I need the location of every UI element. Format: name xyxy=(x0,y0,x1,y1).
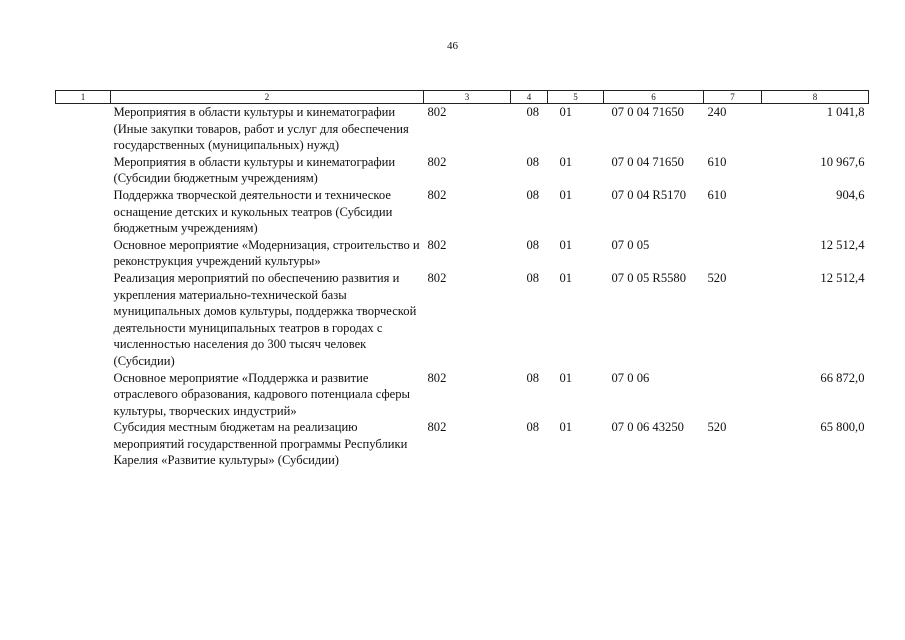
item-name: Субсидия местным бюджетам на реализацию мероприятий государственной программы Республики Карелия «Развитие культуры» (Субсидии) xyxy=(113,420,408,468)
amount: 12 512,4 xyxy=(820,237,865,252)
table-row xyxy=(56,154,869,187)
amount: 12 512,4 xyxy=(820,270,865,285)
col-header-2: 2 xyxy=(111,91,424,104)
amount: 904,6 xyxy=(836,187,865,202)
ministry-code: 802 xyxy=(427,105,447,119)
expense-type: 610 xyxy=(707,154,727,169)
col-header-8: 8 xyxy=(762,91,869,104)
amount: 1 041,8 xyxy=(826,105,865,119)
row-index-cell xyxy=(56,104,111,154)
row-index-cell xyxy=(56,370,111,420)
expense-type xyxy=(704,370,762,420)
target-article: 07 0 04 R5170 xyxy=(611,187,687,202)
item-name: Поддержка творческой деятельности и техническое оснащение детских и кукольных театров (Субсидии бюджетным учреждениям) xyxy=(113,187,393,236)
table-row xyxy=(56,187,869,237)
subsection-code: 01 xyxy=(559,420,573,435)
page-number: 46 xyxy=(447,40,458,52)
budget-table xyxy=(55,90,869,469)
col-header-5: 5 xyxy=(548,91,604,104)
amount: 65 800,0 xyxy=(820,420,865,435)
ministry-code: 802 xyxy=(427,370,447,385)
item-name: Реализация мероприятий по обеспечению развития и укрепления материально-технической базы муниципальных домов культуры, поддержка творческой деятельности муниципальных театров в городах с численностью населения до 300 тысяч человек (Субсидии) xyxy=(113,270,417,368)
expense-type: 520 xyxy=(707,270,727,285)
expense-type: 240 xyxy=(707,105,727,119)
section-code: 08 xyxy=(526,370,540,385)
ministry-code: 802 xyxy=(427,237,447,252)
row-index-cell xyxy=(56,237,111,270)
section-code: 08 xyxy=(526,237,540,252)
item-name: Мероприятия в области культуры и кинематографии (Субсидии бюджетным учреждениям) xyxy=(113,154,396,186)
table-row xyxy=(56,237,869,270)
col-header-4: 4 xyxy=(511,91,548,104)
table-row xyxy=(56,270,869,370)
subsection-code: 01 xyxy=(559,370,573,385)
expense-type: 520 xyxy=(707,420,727,435)
subsection-code: 01 xyxy=(559,270,573,285)
target-article: 07 0 04 71650 xyxy=(611,154,684,169)
expense-type xyxy=(704,237,762,270)
col-header-1: 1 xyxy=(56,91,111,104)
col-header-6: 6 xyxy=(604,91,704,104)
col-header-3: 3 xyxy=(424,91,511,104)
amount: 66 872,0 xyxy=(820,370,865,385)
row-index-cell xyxy=(56,419,111,469)
target-article: 07 0 06 xyxy=(611,370,650,385)
section-code: 08 xyxy=(526,270,540,285)
ministry-code: 802 xyxy=(427,154,447,169)
row-index-cell xyxy=(56,187,111,237)
table-row xyxy=(56,104,869,154)
col-header-7: 7 xyxy=(704,91,762,104)
section-code: 08 xyxy=(526,105,540,119)
subsection-code: 01 xyxy=(559,187,573,202)
expense-type: 610 xyxy=(707,187,727,202)
item-name: Основное мероприятие «Поддержка и развитие отраслевого образования, кадрового потенциала сферы культуры, творческих индустрий» xyxy=(113,370,410,418)
subsection-code: 01 xyxy=(559,154,573,169)
ministry-code: 802 xyxy=(427,420,447,435)
row-index-cell xyxy=(56,154,111,187)
target-article: 07 0 06 43250 xyxy=(611,420,684,435)
ministry-code: 802 xyxy=(427,270,447,285)
subsection-code: 01 xyxy=(559,105,573,119)
ministry-code: 802 xyxy=(427,187,447,202)
section-code: 08 xyxy=(526,420,540,435)
table-row xyxy=(56,370,869,420)
item-name: Мероприятия в области культуры и кинематографии (Иные закупки товаров, работ и услуг для обеспечения государственных (муниципальных) нужд) xyxy=(113,105,409,153)
subsection-code: 01 xyxy=(559,237,573,252)
target-article: 07 0 05 R5580 xyxy=(611,270,687,285)
section-code: 08 xyxy=(526,154,540,169)
target-article: 07 0 05 xyxy=(611,237,650,252)
row-index-cell xyxy=(56,270,111,370)
amount: 10 967,6 xyxy=(820,154,865,169)
target-article: 07 0 04 71650 xyxy=(611,105,684,119)
section-code: 08 xyxy=(526,187,540,202)
column-number-row xyxy=(56,91,869,104)
item-name: Основное мероприятие «Модернизация, строительство и реконструкция учреждений культуры» xyxy=(113,237,420,269)
table-row xyxy=(56,419,869,469)
